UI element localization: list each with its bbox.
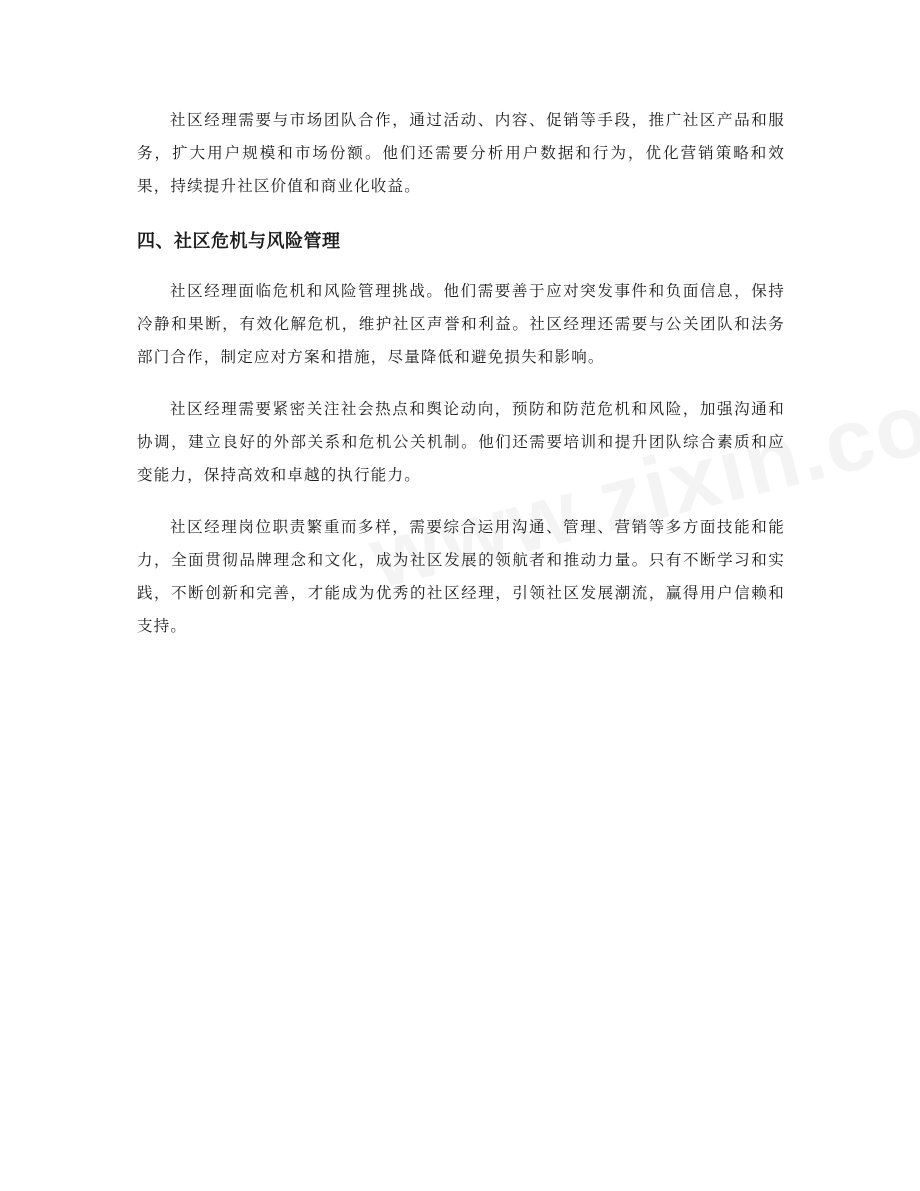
paragraph-public-opinion: 社区经理需要紧密关注社会热点和舆论动向，预防和防范危机和风险，加强沟通和协调，建立良好的外部关系和危机公关机制。他们还需要培训和提升团队综合素质和应变能力，保持高效和卓越的执行能力。: [137, 400, 785, 484]
paragraph-crisis-challenge: 社区经理面临危机和风险管理挑战。他们需要善于应对突发事件和负面信息，保持冷静和果断，有效化解危机，维护社区声誉和利益。社区经理还需要与公关团队和法务部门合作，制定应对方案和措施，尽量降低和避免损失和影响。: [137, 282, 785, 366]
paragraph-conclusion: 社区经理岗位职责繁重而多样，需要综合运用沟通、管理、营销等多方面技能和能力，全面贯彻品牌理念和文化，成为社区发展的领航者和推动力量。只有不断学习和实践，不断创新和完善，才能成为优秀的社区经理，引领社区发展潮流，赢得用户信赖和支持。: [137, 518, 785, 635]
section-heading-crisis-risk: 四、社区危机与风险管理: [137, 231, 341, 252]
paragraph-marketing: 社区经理需要与市场团队合作，通过活动、内容、促销等手段，推广社区产品和服务，扩大用户规模和市场份额。他们还需要分析用户数据和行为，优化营销策略和效果，持续提升社区价值和商业化收益。: [137, 111, 785, 195]
document-body: [137, 104, 785, 662]
